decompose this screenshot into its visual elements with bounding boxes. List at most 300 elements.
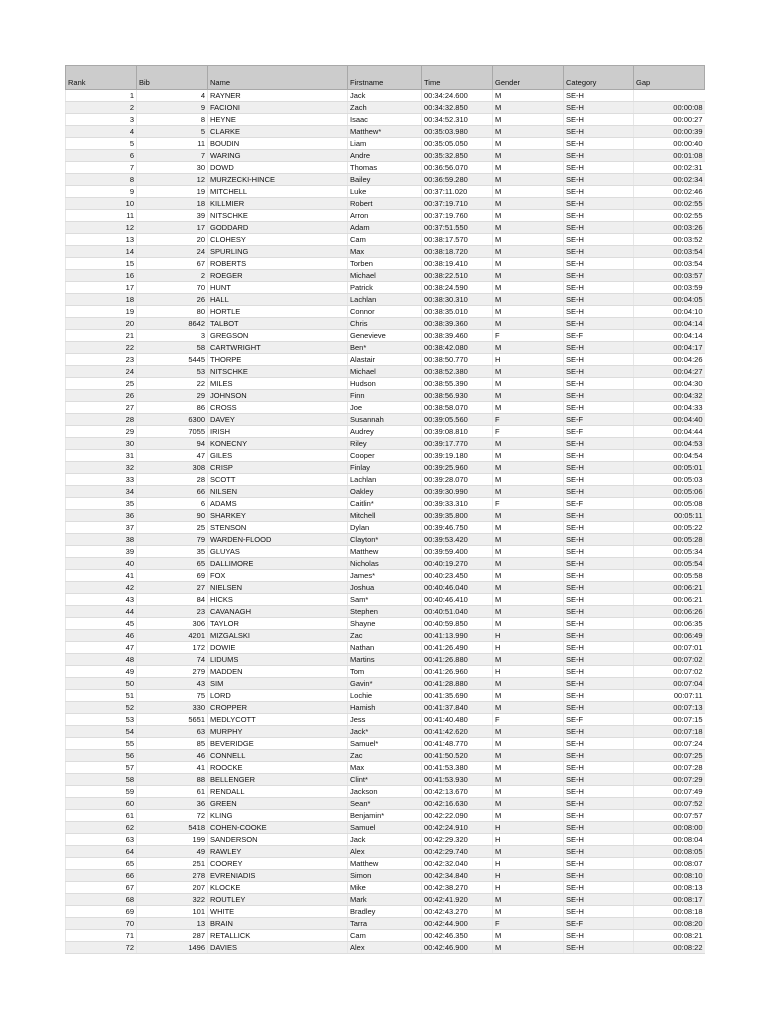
cell-firstname: Genevieve: [348, 330, 422, 342]
cell-time: 00:37:51.550: [422, 222, 493, 234]
cell-time: 00:39:17.770: [422, 438, 493, 450]
cell-gender: F: [493, 714, 564, 726]
cell-name: LIDUMS: [208, 654, 348, 666]
cell-time: 00:41:50.520: [422, 750, 493, 762]
cell-firstname: Shayne: [348, 618, 422, 630]
header-rank: Rank: [66, 66, 137, 90]
cell-rank: 43: [66, 594, 137, 606]
cell-time: 00:42:46.350: [422, 930, 493, 942]
cell-name: RAYNER: [208, 90, 348, 102]
cell-name: NIELSEN: [208, 582, 348, 594]
cell-gender: H: [493, 834, 564, 846]
cell-category: SE-H: [564, 474, 634, 486]
table-row: [66, 378, 705, 390]
cell-name: GREEN: [208, 798, 348, 810]
cell-rank: 11: [66, 210, 137, 222]
cell-name: DAVEY: [208, 414, 348, 426]
cell-gap: 00:04:40: [634, 414, 705, 426]
cell-firstname: Jack: [348, 90, 422, 102]
cell-name: KONECNY: [208, 438, 348, 450]
table-row: [66, 342, 705, 354]
cell-gap: 00:04:32: [634, 390, 705, 402]
table-row: [66, 390, 705, 402]
cell-rank: 49: [66, 666, 137, 678]
cell-rank: 62: [66, 822, 137, 834]
cell-rank: 20: [66, 318, 137, 330]
table-row: [66, 834, 705, 846]
cell-bib: 19: [137, 186, 208, 198]
cell-name: FACIONI: [208, 102, 348, 114]
cell-name: ADAMS: [208, 498, 348, 510]
cell-category: SE-H: [564, 306, 634, 318]
cell-rank: 29: [66, 426, 137, 438]
cell-rank: 35: [66, 498, 137, 510]
cell-rank: 32: [66, 462, 137, 474]
cell-bib: 6: [137, 498, 208, 510]
cell-bib: 330: [137, 702, 208, 714]
cell-gender: M: [493, 486, 564, 498]
cell-firstname: Patrick: [348, 282, 422, 294]
table-row: [66, 102, 705, 114]
cell-gender: M: [493, 438, 564, 450]
cell-time: 00:38:52.380: [422, 366, 493, 378]
cell-gender: M: [493, 582, 564, 594]
cell-category: SE-H: [564, 870, 634, 882]
cell-gap: 00:04:33: [634, 402, 705, 414]
cell-firstname: Simon: [348, 870, 422, 882]
cell-gap: 00:07:25: [634, 750, 705, 762]
cell-category: SE-H: [564, 522, 634, 534]
table-row: [66, 942, 705, 954]
table-row: [66, 618, 705, 630]
cell-category: SE-H: [564, 198, 634, 210]
cell-gender: M: [493, 126, 564, 138]
cell-bib: 7: [137, 150, 208, 162]
cell-name: NILSEN: [208, 486, 348, 498]
cell-firstname: Jackson: [348, 786, 422, 798]
cell-rank: 18: [66, 294, 137, 306]
table-row: [66, 870, 705, 882]
cell-time: 00:34:52.310: [422, 114, 493, 126]
cell-name: HALL: [208, 294, 348, 306]
cell-gap: 00:03:54: [634, 258, 705, 270]
cell-gender: M: [493, 726, 564, 738]
cell-gap: 00:07:52: [634, 798, 705, 810]
cell-rank: 13: [66, 234, 137, 246]
cell-rank: 15: [66, 258, 137, 270]
cell-category: SE-H: [564, 534, 634, 546]
cell-name: RAWLEY: [208, 846, 348, 858]
cell-rank: 63: [66, 834, 137, 846]
table-row: [66, 918, 705, 930]
cell-gap: 00:07:02: [634, 654, 705, 666]
cell-gap: 00:02:31: [634, 162, 705, 174]
cell-name: HUNT: [208, 282, 348, 294]
cell-bib: 7055: [137, 426, 208, 438]
cell-gap: 00:04:14: [634, 330, 705, 342]
cell-firstname: Zach: [348, 102, 422, 114]
cell-category: SE-H: [564, 546, 634, 558]
cell-name: GREGSON: [208, 330, 348, 342]
cell-gender: M: [493, 114, 564, 126]
cell-gap: 00:07:49: [634, 786, 705, 798]
table-row: [66, 858, 705, 870]
cell-rank: 14: [66, 246, 137, 258]
cell-name: GODDARD: [208, 222, 348, 234]
cell-time: 00:41:48.770: [422, 738, 493, 750]
cell-time: 00:42:24.910: [422, 822, 493, 834]
table-row: [66, 150, 705, 162]
cell-time: 00:41:40.480: [422, 714, 493, 726]
cell-rank: 70: [66, 918, 137, 930]
cell-gender: M: [493, 378, 564, 390]
cell-rank: 16: [66, 270, 137, 282]
cell-name: JOHNSON: [208, 390, 348, 402]
cell-category: SE-H: [564, 582, 634, 594]
cell-gender: H: [493, 882, 564, 894]
cell-gap: 00:04:26: [634, 354, 705, 366]
cell-time: 00:39:25.960: [422, 462, 493, 474]
cell-gender: M: [493, 798, 564, 810]
cell-bib: 8642: [137, 318, 208, 330]
cell-gender: M: [493, 162, 564, 174]
cell-bib: 279: [137, 666, 208, 678]
cell-gap: 00:08:00: [634, 822, 705, 834]
cell-category: SE-H: [564, 630, 634, 642]
cell-time: 00:36:56.070: [422, 162, 493, 174]
cell-category: SE-H: [564, 450, 634, 462]
cell-firstname: Samuel: [348, 822, 422, 834]
cell-name: BEVERIDGE: [208, 738, 348, 750]
cell-gap: 00:03:54: [634, 246, 705, 258]
cell-name: GILES: [208, 450, 348, 462]
cell-category: SE-H: [564, 102, 634, 114]
cell-firstname: Clint*: [348, 774, 422, 786]
cell-rank: 36: [66, 510, 137, 522]
table-row: [66, 414, 705, 426]
cell-firstname: Adam: [348, 222, 422, 234]
cell-bib: 20: [137, 234, 208, 246]
cell-bib: 3: [137, 330, 208, 342]
cell-gap: 00:02:55: [634, 210, 705, 222]
cell-bib: 5651: [137, 714, 208, 726]
cell-gap: 00:08:18: [634, 906, 705, 918]
table-row: [66, 426, 705, 438]
table-row: [66, 138, 705, 150]
header-gap: Gap: [634, 66, 705, 90]
cell-bib: 74: [137, 654, 208, 666]
cell-firstname: Mark: [348, 894, 422, 906]
table-row: [66, 762, 705, 774]
cell-category: SE-H: [564, 618, 634, 630]
cell-bib: 28: [137, 474, 208, 486]
cell-rank: 26: [66, 390, 137, 402]
cell-bib: 43: [137, 678, 208, 690]
cell-time: 00:42:16.630: [422, 798, 493, 810]
cell-gender: M: [493, 846, 564, 858]
cell-bib: 17: [137, 222, 208, 234]
cell-rank: 57: [66, 762, 137, 774]
cell-time: 00:36:59.280: [422, 174, 493, 186]
cell-firstname: Mike: [348, 882, 422, 894]
cell-time: 00:37:11.020: [422, 186, 493, 198]
cell-rank: 54: [66, 726, 137, 738]
cell-gap: 00:05:28: [634, 534, 705, 546]
cell-bib: 101: [137, 906, 208, 918]
cell-time: 00:35:05.050: [422, 138, 493, 150]
cell-time: 00:42:13.670: [422, 786, 493, 798]
cell-gender: H: [493, 870, 564, 882]
table-row: [66, 786, 705, 798]
cell-bib: 66: [137, 486, 208, 498]
cell-category: SE-F: [564, 330, 634, 342]
cell-bib: 5445: [137, 354, 208, 366]
cell-bib: 35: [137, 546, 208, 558]
header-firstname: Firstname: [348, 66, 422, 90]
table-row: [66, 738, 705, 750]
cell-name: MADDEN: [208, 666, 348, 678]
cell-firstname: Jack: [348, 834, 422, 846]
cell-category: SE-H: [564, 486, 634, 498]
cell-gap: 00:05:58: [634, 570, 705, 582]
cell-time: 00:35:03.980: [422, 126, 493, 138]
cell-gender: M: [493, 462, 564, 474]
cell-category: SE-H: [564, 186, 634, 198]
cell-bib: 30: [137, 162, 208, 174]
cell-gender: M: [493, 174, 564, 186]
cell-gap: 00:04:27: [634, 366, 705, 378]
cell-category: SE-H: [564, 642, 634, 654]
cell-gap: 00:04:54: [634, 450, 705, 462]
cell-rank: 44: [66, 606, 137, 618]
cell-name: HORTLE: [208, 306, 348, 318]
cell-category: SE-H: [564, 678, 634, 690]
cell-gap: 00:08:07: [634, 858, 705, 870]
cell-gender: M: [493, 570, 564, 582]
cell-firstname: Gavin*: [348, 678, 422, 690]
cell-bib: 172: [137, 642, 208, 654]
cell-gap: 00:08:13: [634, 882, 705, 894]
cell-category: SE-H: [564, 378, 634, 390]
cell-gap: 00:05:03: [634, 474, 705, 486]
cell-category: SE-H: [564, 126, 634, 138]
cell-name: SIM: [208, 678, 348, 690]
cell-firstname: Bailey: [348, 174, 422, 186]
cell-bib: 12: [137, 174, 208, 186]
cell-firstname: Finlay: [348, 462, 422, 474]
cell-rank: 66: [66, 870, 137, 882]
cell-firstname: Thomas: [348, 162, 422, 174]
cell-rank: 6: [66, 150, 137, 162]
cell-rank: 67: [66, 882, 137, 894]
cell-rank: 37: [66, 522, 137, 534]
cell-time: 00:42:29.740: [422, 846, 493, 858]
cell-category: SE-H: [564, 270, 634, 282]
cell-category: SE-H: [564, 90, 634, 102]
cell-name: TALBOT: [208, 318, 348, 330]
cell-category: SE-H: [564, 510, 634, 522]
cell-gender: M: [493, 138, 564, 150]
cell-gender: M: [493, 318, 564, 330]
cell-bib: 94: [137, 438, 208, 450]
cell-rank: 33: [66, 474, 137, 486]
cell-rank: 34: [66, 486, 137, 498]
cell-time: 00:39:53.420: [422, 534, 493, 546]
cell-firstname: Chris: [348, 318, 422, 330]
cell-bib: 5418: [137, 822, 208, 834]
cell-rank: 5: [66, 138, 137, 150]
table-row: [66, 678, 705, 690]
cell-category: SE-H: [564, 762, 634, 774]
cell-gender: M: [493, 786, 564, 798]
cell-time: 00:39:35.800: [422, 510, 493, 522]
cell-gap: 00:04:17: [634, 342, 705, 354]
cell-name: DAVIES: [208, 942, 348, 954]
cell-name: MEDLYCOTT: [208, 714, 348, 726]
cell-gap: 00:04:14: [634, 318, 705, 330]
cell-category: SE-F: [564, 426, 634, 438]
cell-gender: M: [493, 930, 564, 942]
cell-rank: 56: [66, 750, 137, 762]
cell-gender: M: [493, 222, 564, 234]
cell-time: 00:41:13.990: [422, 630, 493, 642]
cell-firstname: Cooper: [348, 450, 422, 462]
cell-rank: 7: [66, 162, 137, 174]
cell-gap: [634, 90, 705, 102]
cell-name: CRISP: [208, 462, 348, 474]
cell-firstname: Dylan: [348, 522, 422, 534]
cell-gender: M: [493, 942, 564, 954]
cell-gap: 00:03:59: [634, 282, 705, 294]
cell-bib: 5: [137, 126, 208, 138]
cell-time: 00:42:32.040: [422, 858, 493, 870]
cell-name: COHEN-COOKE: [208, 822, 348, 834]
cell-name: MIZGALSKI: [208, 630, 348, 642]
table-row: [66, 198, 705, 210]
cell-firstname: Susannah: [348, 414, 422, 426]
cell-gender: H: [493, 354, 564, 366]
cell-rank: 2: [66, 102, 137, 114]
results-table: [65, 65, 705, 954]
cell-gap: 00:08:10: [634, 870, 705, 882]
cell-category: SE-H: [564, 942, 634, 954]
cell-rank: 61: [66, 810, 137, 822]
cell-firstname: Arron: [348, 210, 422, 222]
table-row: [66, 798, 705, 810]
cell-firstname: Torben: [348, 258, 422, 270]
cell-time: 00:42:46.900: [422, 942, 493, 954]
table-row: [66, 114, 705, 126]
table-row: [66, 282, 705, 294]
cell-gender: M: [493, 150, 564, 162]
cell-category: SE-H: [564, 786, 634, 798]
cell-name: MURZECKI-HINCE: [208, 174, 348, 186]
cell-firstname: Caitlin*: [348, 498, 422, 510]
cell-gender: M: [493, 534, 564, 546]
cell-name: CARTWRIGHT: [208, 342, 348, 354]
cell-firstname: Lachlan: [348, 474, 422, 486]
cell-bib: 88: [137, 774, 208, 786]
cell-gap: 00:02:46: [634, 186, 705, 198]
cell-category: SE-H: [564, 258, 634, 270]
cell-name: KLOCKE: [208, 882, 348, 894]
cell-gap: 00:07:29: [634, 774, 705, 786]
cell-bib: 22: [137, 378, 208, 390]
cell-gender: M: [493, 594, 564, 606]
cell-name: ROEGER: [208, 270, 348, 282]
cell-firstname: Tarra: [348, 918, 422, 930]
cell-rank: 23: [66, 354, 137, 366]
cell-firstname: Audrey: [348, 426, 422, 438]
cell-name: FOX: [208, 570, 348, 582]
cell-time: 00:39:28.070: [422, 474, 493, 486]
cell-bib: 8: [137, 114, 208, 126]
cell-bib: 25: [137, 522, 208, 534]
cell-time: 00:38:24.590: [422, 282, 493, 294]
cell-name: STENSON: [208, 522, 348, 534]
cell-firstname: Martins: [348, 654, 422, 666]
cell-gap: 00:04:05: [634, 294, 705, 306]
cell-name: THORPE: [208, 354, 348, 366]
cell-category: SE-H: [564, 318, 634, 330]
cell-gender: M: [493, 390, 564, 402]
table-row: [66, 438, 705, 450]
cell-time: 00:41:35.690: [422, 690, 493, 702]
cell-gap: 00:00:27: [634, 114, 705, 126]
cell-time: 00:42:22.090: [422, 810, 493, 822]
cell-bib: 2: [137, 270, 208, 282]
cell-name: CROSS: [208, 402, 348, 414]
cell-gender: H: [493, 630, 564, 642]
table-row: [66, 474, 705, 486]
cell-rank: 1: [66, 90, 137, 102]
cell-category: SE-H: [564, 366, 634, 378]
cell-firstname: Benjamin*: [348, 810, 422, 822]
cell-gender: M: [493, 690, 564, 702]
cell-firstname: Riley: [348, 438, 422, 450]
table-row: [66, 498, 705, 510]
table-row: [66, 570, 705, 582]
cell-name: BELLENGER: [208, 774, 348, 786]
cell-gap: 00:07:24: [634, 738, 705, 750]
cell-time: 00:40:59.850: [422, 618, 493, 630]
cell-rank: 64: [66, 846, 137, 858]
cell-category: SE-H: [564, 702, 634, 714]
cell-time: 00:39:33.310: [422, 498, 493, 510]
cell-name: RETALLICK: [208, 930, 348, 942]
table-row: [66, 582, 705, 594]
table-header: [66, 66, 705, 90]
table-row: [66, 366, 705, 378]
cell-rank: 47: [66, 642, 137, 654]
cell-bib: 84: [137, 594, 208, 606]
cell-rank: 45: [66, 618, 137, 630]
cell-name: KILLMIER: [208, 198, 348, 210]
cell-gender: M: [493, 678, 564, 690]
header-name: Name: [208, 66, 348, 90]
table-row: [66, 450, 705, 462]
table-row: [66, 810, 705, 822]
cell-name: LORD: [208, 690, 348, 702]
cell-gap: 00:06:26: [634, 606, 705, 618]
cell-bib: 75: [137, 690, 208, 702]
cell-bib: 67: [137, 258, 208, 270]
cell-gap: 00:05:54: [634, 558, 705, 570]
cell-rank: 17: [66, 282, 137, 294]
table-row: [66, 306, 705, 318]
cell-rank: 48: [66, 654, 137, 666]
cell-rank: 4: [66, 126, 137, 138]
